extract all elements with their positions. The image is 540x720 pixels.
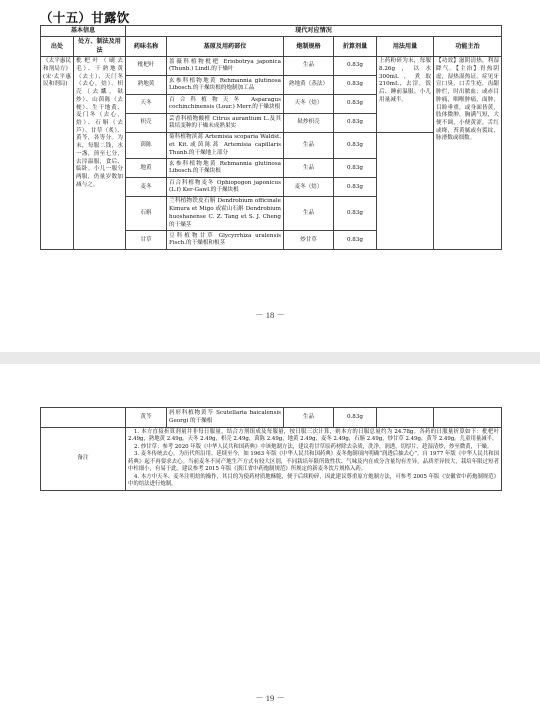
herb-name: 麦冬 [126, 178, 167, 197]
header-modern: 现代对应情况 [126, 26, 502, 37]
herb-origin: 唇形科植物黄芩 Scutellaria baicalensis Georgi 的干燥根 [167, 408, 284, 428]
herb-name: 甘草 [126, 231, 167, 250]
herb-name: 黄芩 [126, 408, 167, 428]
herb-origin: 百合科植物天冬 Asparagus cochinchinensis (Lour.) Merr.的干燥块根 [167, 95, 284, 114]
header-usage: 用法用量 [377, 37, 434, 57]
herb-processing: 炒甘草 [284, 231, 334, 250]
document-page-18 [0, 0, 540, 352]
function-cell: 【功效】滋阴清热，利湿降气。【主治】胃热阴虚，湿热湿热证。症见牙宣口臭，口舌生疮，齿龈肿烂，时出脓血；或赤目肿痛，咽喉肿痛，面肿，目睑垂重，或身面皆黄，肢体微肿，胸满气短，大便不调，小便黄涩，舌红或绛，苔黄腻或有裂纹，脉滑数或细数。 [434, 57, 502, 250]
page-number: － 19 － [255, 693, 285, 703]
header-function: 功能主治 [434, 37, 502, 57]
header-row-groups [41, 26, 502, 37]
herb-processing: 熟地黄（蒸法） [284, 76, 334, 95]
blank-cell [434, 408, 502, 428]
herb-name: 天冬 [126, 95, 167, 114]
herb-processing: 生品 [284, 57, 334, 76]
herb-origin: 玄参科植物地黄 Rehmannia glutinosa Libosch.的干燥块根 [167, 159, 284, 178]
herb-processing: 麸炒枳壳 [284, 114, 334, 133]
herb-dose: 0.83g [334, 159, 377, 178]
note-paragraph: 2. 炒甘草：参考 2020 年版《中华人民共和国药典》中该炮制方法，建议将甘草原药材除去杂质，洗净，润透，切厚片，趁湿清炒，炒至微黄，干燥。 [133, 443, 493, 450]
header-origin: 基原及用药部位 [167, 37, 284, 57]
header-row-columns [41, 37, 502, 57]
herb-name: 茵陈 [126, 133, 167, 159]
prescription-cell: 枇杷叶（刷去毛）、干熟地黄（去土）、天门冬（去心，焙）、枳壳（去瓤，麸炒）、山茵陈（去梗）、生干地黄、麦门冬（去心，焙）、石斛（去芦）、甘草（炙）、黄芩，各等分。为末，每服二钱，水一盏，煎至七分，去滓温服，食后、临卧。小儿一服分两服，仍量岁数加减与之。 [74, 57, 126, 250]
herb-dose: 0.83g [334, 178, 377, 197]
herb-name: 枇杷叶 [126, 57, 167, 76]
table-row [41, 57, 502, 76]
section-title: （十五）甘露饮 [40, 10, 130, 25]
page-number: － 18 － [255, 310, 285, 320]
herb-origin: 玄参科植物地黄 Rehmannia glutinosa Libosch.的干燥块根的炮制加工品 [167, 76, 284, 95]
blank-cell [41, 408, 126, 428]
herb-dose: 0.83g [334, 76, 377, 95]
table-row [41, 408, 502, 428]
herb-processing: 麦冬（焙） [284, 178, 334, 197]
herb-dose: 0.83g [334, 95, 377, 114]
herb-dose: 0.83g [334, 133, 377, 159]
herb-origin: 芸香科植物酸橙 Citrus aurantium L.及其栽培变种的干燥未成熟果实 [167, 114, 284, 133]
source-cell: 《太平惠民和剂局方》(宋·太平惠民和剂局) [41, 57, 74, 250]
herb-dose: 0.83g [334, 408, 377, 428]
header-dosage: 折算剂量 [334, 37, 377, 57]
header-basic-info: 基本信息 [41, 26, 126, 37]
notes-row [41, 428, 502, 491]
herb-dose: 0.83g [334, 57, 377, 76]
herb-dose: 0.83g [334, 197, 377, 231]
herb-origin: 百合科植物麦冬 Ophiopogon japonicus (L.f) Ker-Gawl.的干燥块根 [167, 178, 284, 197]
herb-dose: 0.83g [334, 114, 377, 133]
herb-processing: 天冬（焙） [284, 95, 334, 114]
herb-processing: 生品 [284, 159, 334, 178]
header-prescription: 处方、制法及用法 [74, 37, 126, 57]
herb-name: 熟地黄 [126, 76, 167, 95]
note-paragraph: 4. 本方中天冬、麦冬注明焙的操作，其目的为使药材质地酥脆，便于后续粉碎，因此建议尊重原方炮制方法，可参考 2005 年版《安徽省中药炮制规范》中的焙法进行炮制。 [128, 473, 499, 488]
header-herb-name: 药味名称 [126, 37, 167, 57]
header-source: 出处 [41, 37, 74, 57]
herb-origin: 蔷薇科植物枇杷 Eriobotrya japonica (Thunb.) Lindl.的干燥叶 [167, 57, 284, 76]
herb-name: 石斛 [126, 197, 167, 231]
usage-blank-cell [377, 133, 434, 250]
note-paragraph: 1. 本方直接折算剂量并非每日服量，结合方剂组成及每服量，按日服三次计算，则本方的日服总量约为 24.78g。各药的日服量折算如下：枇杷叶 2.49g，熟地黄 2.49g，天冬 2.49g，枳壳 2.49g，茵陈 2.49g，地黄 2.49g，麦冬 2.49g，石斛 2.49g，炒甘草 2.49g，黄芩 2.49g。儿童用量减半。 [128, 429, 499, 443]
blank-cell [377, 408, 434, 428]
herb-processing: 生品 [284, 408, 334, 428]
notes-cell [126, 428, 502, 491]
herb-origin: 豆科植物甘草 Glycyrrhiza uralensis Fisch.的干燥根和根茎 [167, 231, 284, 250]
herb-name: 枳壳 [126, 114, 167, 133]
notes-label: 备注 [41, 428, 126, 491]
herb-origin: 兰科植物铁皮石斛 Dendrobium officinale Kimura et Migo 或霍山石斛 Dendrobium huoshanense C. Z. Tang et S. J. Cheng 的干燥茎 [167, 197, 284, 231]
herb-origin: 菊科植物滨蒿 Artemisia scoparia Waldst. et Kit.或茵陈蒿 Artemisia capillaris Thunb.的干燥地上部分 [167, 133, 284, 159]
herb-name: 地黄 [126, 159, 167, 178]
usage-cell: 上药粉碎为末，每服8.26g，以水300mL，煮取210mL，去滓，饭后、睡前温服。小儿用量减半。 [377, 57, 434, 133]
document-page-19 [0, 364, 540, 720]
herb-processing: 生品 [284, 197, 334, 231]
formula-table-continued [40, 407, 502, 491]
herb-dose: 0.83g [334, 231, 377, 250]
herb-processing: 生品 [284, 133, 334, 159]
header-processing: 炮制规格 [284, 37, 334, 57]
note-paragraph: 3. 麦冬传统去心，为历代所沿用。延续至今，如 1963 年版《中华人民共和国药典》麦冬炮制项内明确“润透后抽去心”。自 1977 年版《中华人民共和国药典》起不再要求去心。当前麦冬不同产地生产方式有较大区别，不同栽培年限所致性状、气味及内在成分含量均有差异，品质差异较大，栽培年限过短者中柱细小，有易于此。建议参考 2015 年版《浙江省中药炮制规范》所规定的新麦冬饮片规格入药。 [128, 451, 499, 473]
formula-table [40, 25, 502, 250]
